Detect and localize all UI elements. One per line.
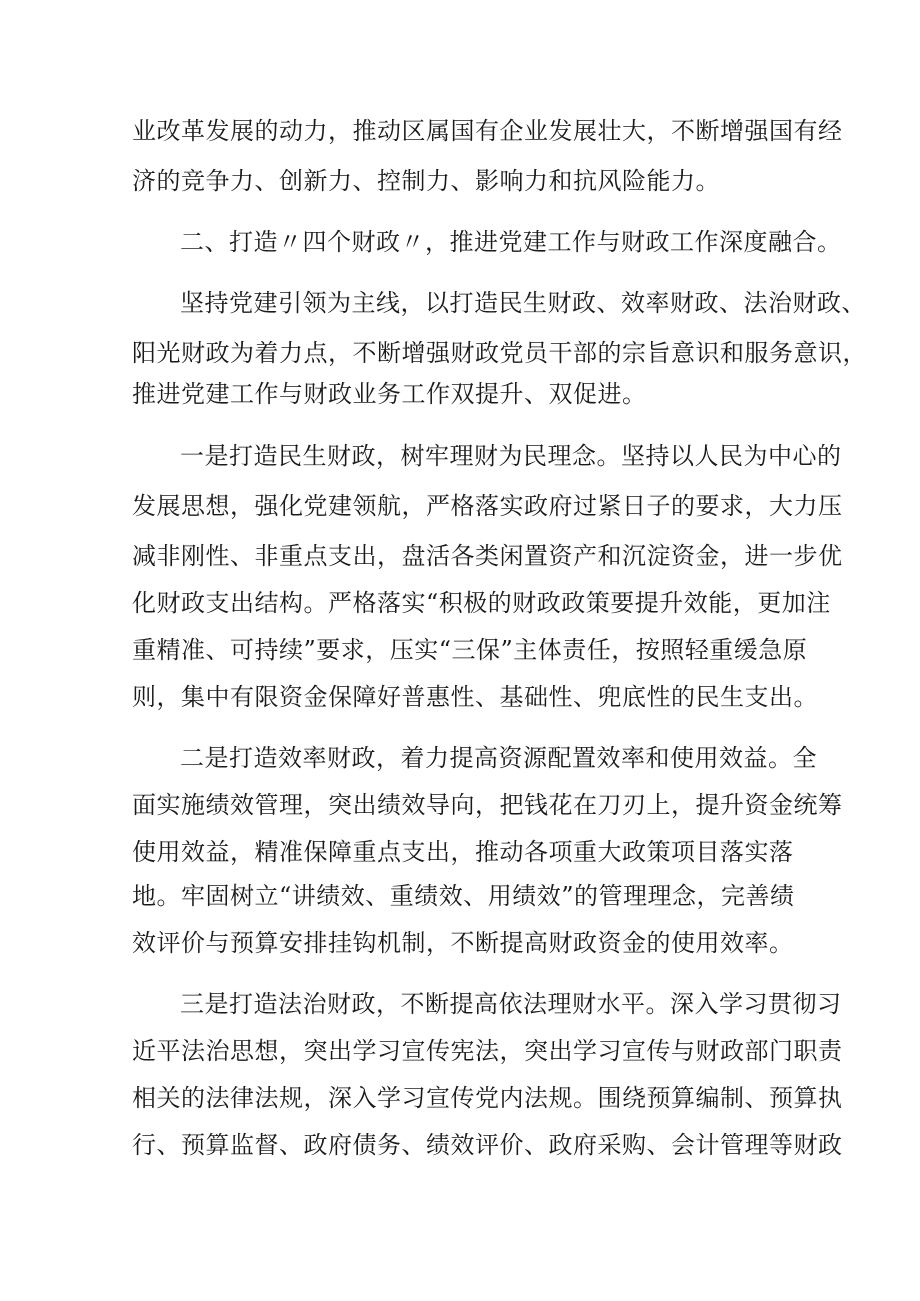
section-heading: 二、打造〃四个财政〃，推进党建工作与财政工作深度融合。 [180,228,842,256]
text-line: 行、预算监督、政府债务、绩效评价、政府采购、会计管理等财政 [132,1131,843,1159]
text-line: 济的竞争力、创新力、控制力、影响力和抗风险能力。 [132,167,720,195]
text-line: 面实施绩效管理，突出绩效导向，把钱花在刀刃上，提升资金统筹 [132,791,843,819]
text-line: 近平法治思想，突出学习宣传宪法，突出学习宣传与财政部门职责 [132,1037,843,1065]
text-line: 相关的法律法规，深入学习宣传党内法规。围绕预算编制、预算执 [132,1084,843,1112]
text-line: 重精准、可持续”要求，压实“三保”主体责任，按照轻重缓急原 [132,636,808,664]
text-line: 推进党建工作与财政业务工作双提升、双促进。 [132,380,647,408]
text-line: 二是打造效率财政，着力提高资源配置效率和使用效益。全 [180,744,817,772]
text-line: 化财政支出结构。严格落实“积极的财政政策要提升效能，更加注 [132,589,831,617]
text-line: 地。牢固树立“讲绩效、重绩效、用绩效”的管理理念，完善绩 [132,882,795,910]
text-line: 发展思想，强化党建领航，严格落实政府过紧日子的要求，大力压 [132,492,843,520]
text-line: 则，集中有限资金保障好普惠性、基础性、兜底性的民生支出。 [132,683,818,711]
text-line: 坚持党建引领为主线，以打造民生财政、效率财政、法治财政、 [180,289,866,317]
text-line: 效评价与预算安排挂钩机制，不断提高财政资金的使用效率。 [132,929,794,957]
text-line: 三是打造法治财政，不断提高依法理财水平。深入学习贯彻习 [180,990,842,1018]
text-line: 业改革发展的动力，推动区属国有企业发展壮大，不断增强国有经 [132,117,843,145]
text-line: 一是打造民生财政，树牢理财为民理念。坚持以人民为中心的 [180,442,842,470]
text-line: 减非刚性、非重点支出，盘活各类闲置资产和沉淀资金，进一步优 [132,542,843,570]
text-line: 使用效益，精准保障重点支出，推动各项重大政策项目落实落 [132,838,794,866]
text-line: 阳光财政为着力点，不断增强财政党员干部的宗旨意识和服务意识， [132,339,867,367]
